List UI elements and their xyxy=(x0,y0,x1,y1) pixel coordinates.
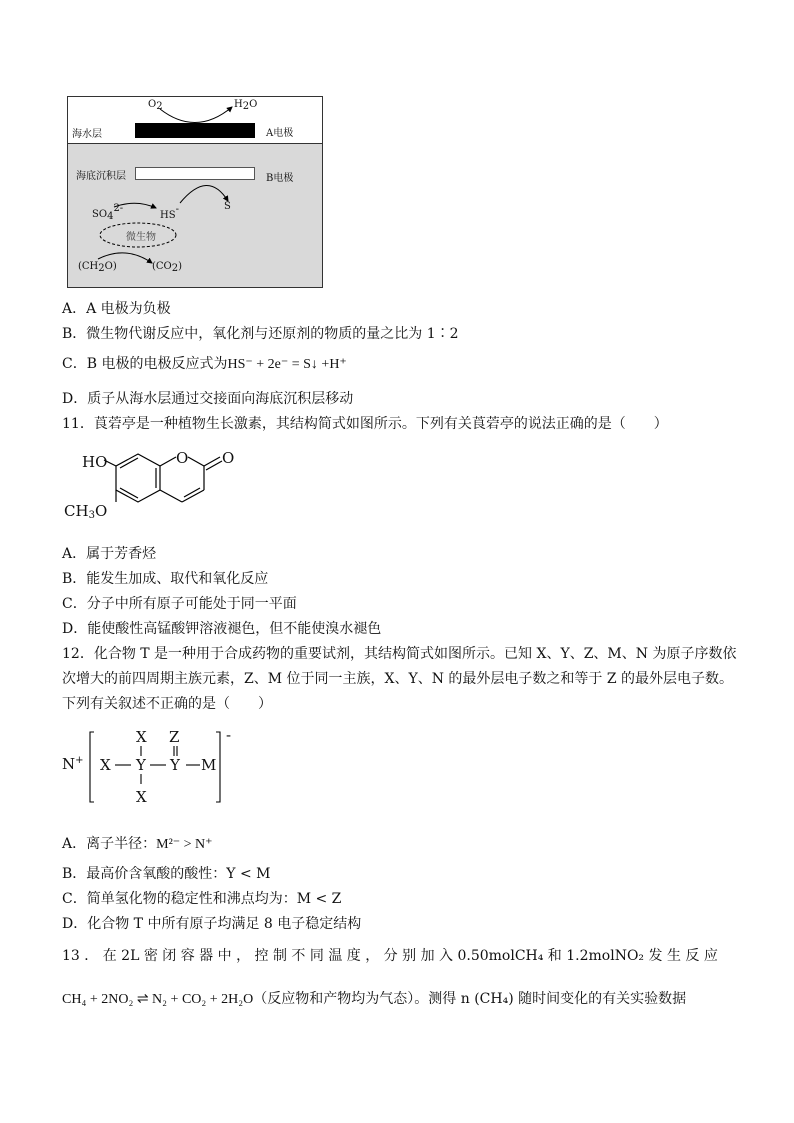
co2-label: (CO2) xyxy=(152,261,183,274)
compound-t-bonds xyxy=(60,726,250,806)
x-top-label: X xyxy=(136,728,147,746)
q11-option-d: D．能使酸性高锰酸钾溶液褪色，但不能使溴水褪色 xyxy=(62,621,382,637)
q12-stem-line1: 12．化合物 T 是一种用于合成药物的重要试剂，其结构简式如图所示。已知 X、Y、Z、M、N 为原子序数依 xyxy=(62,646,737,662)
y2-label: Y xyxy=(170,756,180,774)
x-left-label: X xyxy=(100,756,111,774)
q10-option-b: B．微生物代谢反应中，氧化剂与还原剂的物质的量之比为 1∶2 xyxy=(62,326,459,342)
q10-option-a: A．A 电极为负极 xyxy=(62,301,171,317)
q13-stem-line2: CH₄ + 2NO₂ ⇌ N₂ + CO₂ + 2H₂O（反应物和产物均为气态）。测得 n (CH₄) 随时间变化的有关实验数据 xyxy=(62,991,687,1007)
q11-stem: 11．莨菪亭是一种植物生长激素，其结构简式如图所示。下列有关莨菪亭的说法正确的是（ ） xyxy=(62,416,668,432)
electrode-a-label: A电极 xyxy=(266,128,294,139)
q13-stem-line1: 13 ． 在 2L 密 闭 容 器 中 ， 控 制 不 同 温 度 ， 分 别 加 入 0.50molCH₄ 和 1.2molNO₂ 发 生 反 应 xyxy=(62,948,718,964)
q10-option-c: C．B 电极的电极反应式为HS⁻ + 2e⁻ = S↓ +H⁺ xyxy=(62,356,347,372)
ch2o-label: (CH2O) xyxy=(78,261,117,274)
electrode-b-label: B电极 xyxy=(266,173,294,184)
x-bottom-label: X xyxy=(136,788,147,806)
compound-t-structure xyxy=(60,726,250,806)
hs-label: HS- xyxy=(160,204,179,221)
microbe-label: 微生物 xyxy=(126,232,156,243)
q11-option-a: A．属于芳香烃 xyxy=(62,546,157,562)
methoxy-label: $CH_3O$ xyxy=(64,502,108,521)
q13-equation: CH₄ + 2NO₂ ⇌ N₂ + CO₂ + 2H₂O xyxy=(62,992,254,1007)
q12-option-a: A．离子半径：M²⁻ > N⁺ xyxy=(62,836,213,852)
z-top-label: Z xyxy=(169,728,180,746)
ring-oxygen-label: O xyxy=(176,449,189,467)
q11-option-b: B．能发生加成、取代和氧化反应 xyxy=(62,571,269,587)
q12-stem-line2: 次增大的前四周期主族元素，Z、M 位于同一主族，X、Y、N 的最外层电子数之和等于 Z 的最外层电子数。 xyxy=(62,671,734,687)
q12-option-d: D．化合物 T 中所有原子均满足 8 电子稳定结构 xyxy=(62,916,362,932)
diagram-arrows xyxy=(68,97,322,287)
q12-stem-line3: 下列有关叙述不正确的是（ ） xyxy=(62,696,272,712)
seawater-layer-label: 海水层 xyxy=(72,129,102,140)
h2o-label: H2O xyxy=(234,99,258,112)
seabed-layer-label: 海底沉积层 xyxy=(76,171,126,182)
m-label: M xyxy=(201,756,217,774)
anion-charge-label: - xyxy=(226,726,232,744)
q11-option-c: C．分子中所有原子可能处于同一平面 xyxy=(62,596,297,612)
n-cation-label: N+ xyxy=(62,755,84,773)
q12-option-b: B．最高价含氧酸的酸性：Y < M xyxy=(62,866,271,882)
y1-label: Y xyxy=(136,756,146,774)
hydroxyl-label: HO xyxy=(82,453,108,471)
sulfur-label: S xyxy=(224,201,231,212)
carbonyl-oxygen-label: O xyxy=(222,449,235,467)
electrode-diagram xyxy=(67,96,323,288)
scopoletin-structure xyxy=(64,444,250,524)
sulfate-label: SO42- xyxy=(92,203,124,222)
q10-option-d: D．质子从海水层通过交接面向海底沉积层移动 xyxy=(62,391,354,407)
q12-option-c: C．简单氢化物的稳定性和沸点均为：M < Z xyxy=(62,891,342,907)
o2-label: O2 xyxy=(148,99,163,112)
